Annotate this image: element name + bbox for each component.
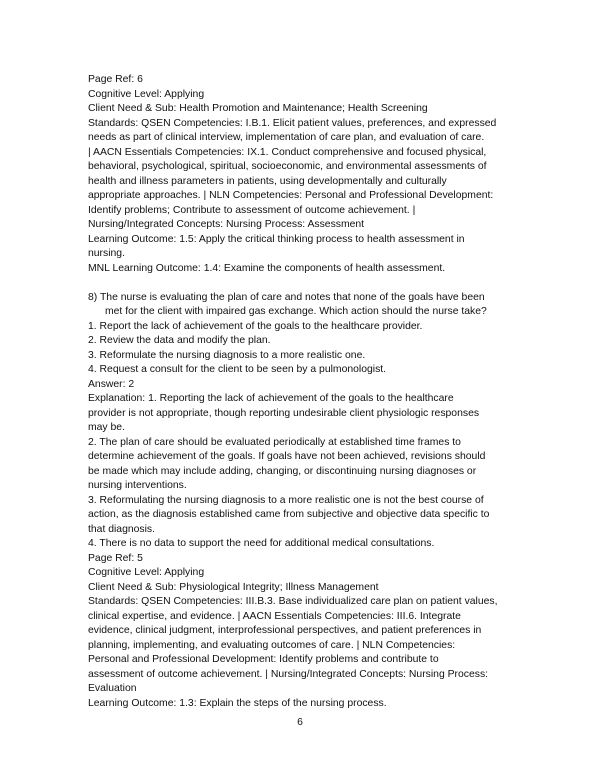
standards-line: Evaluation <box>88 683 137 694</box>
page-ref: Page Ref: 6 <box>88 74 143 85</box>
client-need: Client Need & Sub: Physiological Integrity; Illness Management <box>88 581 379 593</box>
explanation-line: be made which may include adding, changing, or discontinuing nursing diagnoses or <box>88 465 477 477</box>
standards-line: appropriate approaches. | NLN Competencies: Personal and Professional Development: <box>88 190 494 201</box>
cognitive-level: Cognitive Level: Applying <box>88 88 205 100</box>
learning-outcome-line: nursing. <box>88 248 125 259</box>
explanation-line: nursing interventions. <box>88 480 187 491</box>
explanation-line: that diagnosis. <box>88 523 156 535</box>
answer-option-2: 2. Review the data and modify the plan. <box>88 335 271 346</box>
standards-line: planning, implementing, and evaluating outcomes of care. | NLN Competencies: <box>88 639 456 651</box>
explanation-line: 2. The plan of care should be evaluated periodically at established time frames to <box>88 436 461 448</box>
explanation-line: 3. Reformulating the nursing diagnosis to a more realistic one is not the best course of <box>88 494 484 506</box>
explanation-line: determine achievement of the goals. If goals have not been achieved, revisions should <box>88 451 486 462</box>
question-stem: 8) The nurse is evaluating the plan of care and notes that none of the goals have been <box>88 291 485 303</box>
standards-line: Personal and Professional Development: Identify problems and contribute to <box>88 654 439 665</box>
standards-line: Standards: QSEN Competencies: I.B.1. Elicit patient values, preferences, and expressed <box>88 117 497 129</box>
standards-line: clinical expertise, and evidence. | AACN Essentials Competencies: III.6. Integrate <box>88 610 461 622</box>
explanation-line: 4. There is no data to support the need for additional medical consultations. <box>88 538 435 549</box>
explanation-line: may be. <box>88 422 125 433</box>
standards-line: needs as part of clinical interview, implementation of care plan, and evaluation of care. <box>88 132 485 143</box>
standards-line: Nursing/Integrated Concepts: Nursing Process: Assessment <box>88 219 365 230</box>
standards-line: Identify problems; Contribute to assessment of outcome achievement. | <box>88 204 416 216</box>
question-stem-continued: met for the client with impaired gas exchange. Which action should the nurse take? <box>105 306 487 317</box>
standards-line: evidence, clinical judgment, interprofessional perspectives, and patient preferences in <box>88 625 482 636</box>
standards-line: health and illness parameters in patients, using developmentally and culturally <box>88 175 447 187</box>
learning-outcome-line: Learning Outcome: 1.5: Apply the critical thinking process to health assessment in <box>88 233 465 245</box>
mnl-learning-outcome: MNL Learning Outcome: 1.4: Examine the components of health assessment. <box>88 262 446 274</box>
answer-option-1: 1. Report the lack of achievement of the goals to the healthcare provider. <box>88 320 423 332</box>
explanation-line: action, as the diagnosis established came from subjective and objective data specific to <box>88 509 490 520</box>
explanation-line: provider is not appropriate, though reporting undesirable client physiologic responses <box>88 407 480 419</box>
standards-line: assessment of outcome achievement. | Nursing/Integrated Concepts: Nursing Process: <box>88 668 489 680</box>
answer-key: Answer: 2 <box>88 378 135 390</box>
spacer <box>88 276 518 291</box>
cognitive-level: Cognitive Level: Applying <box>88 567 205 578</box>
page-ref: Page Ref: 5 <box>88 552 143 564</box>
answer-option-4: 4. Request a consult for the client to be seen by a pulmonologist. <box>88 364 387 375</box>
standards-line: Standards: QSEN Competencies: III.B.3. Base individualized care plan on patient values, <box>88 596 498 607</box>
page-content <box>88 73 518 711</box>
page-number: 6 <box>297 717 303 728</box>
answer-option-3: 3. Reformulate the nursing diagnosis to a more realistic one. <box>88 349 366 361</box>
client-need: Client Need & Sub: Health Promotion and Maintenance; Health Screening <box>88 103 428 114</box>
learning-outcome: Learning Outcome: 1.3: Explain the steps of the nursing process. <box>88 697 387 709</box>
explanation-line: Explanation: 1. Reporting the lack of achievement of the goals to the healthcare <box>88 393 454 404</box>
standards-line: behavioral, psychological, spiritual, socioeconomic, and environmental assessments of <box>88 161 487 172</box>
standards-line: | AACN Essentials Competencies: IX.1. Conduct comprehensive and focused physical, <box>88 146 487 158</box>
